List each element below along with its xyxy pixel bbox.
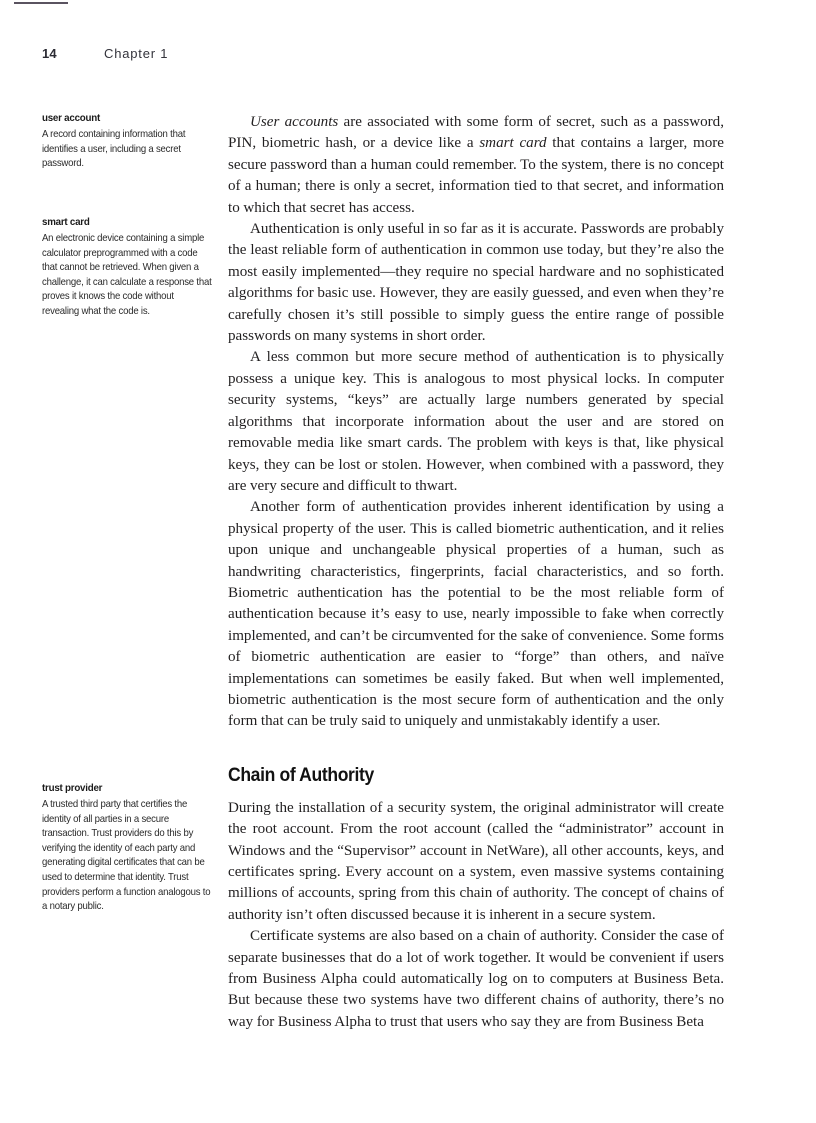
body-paragraph — [228, 112, 724, 219]
body-text: Certificate systems are also based on a chain of authority. Consider the case of separate businesses that do a lot of work together. It would be convenient if users from Business Alpha could automatically log on to computers at Business Beta. But because these two systems have two different chains of authority, there’s no way for Business Alpha to trust that users who say they are from Business Beta — [228, 928, 724, 1030]
body-text: During the installation of a security system, the original administrator will create the root account. From the root account (called the “administrator” account in Windows and the “Supervisor” account in NetWare), all other accounts, keys, and certificates spring. Every account on a system, even massive systems containing millions of accounts, spring from this chain of authority. The concept of chains of authority isn’t often discussed because it is inherent in a secure system. — [228, 799, 724, 923]
emphasis-text: smart card — [479, 135, 547, 152]
body-paragraph — [228, 347, 724, 497]
glossary-term: user account — [42, 112, 100, 124]
heading-space-after — [228, 787, 724, 798]
main-text-column — [228, 112, 724, 1033]
emphasis-text: User accounts — [250, 114, 339, 130]
glossary-definition: A trusted third party that certifies the identity of all parties in a secure transaction. Trust providers do this by verifying the identity of each party and generating digital certificates that can be used to determine that identity. Trust providers perform a function analogous to a notary public. — [42, 799, 211, 913]
body-text: Authentication is only useful in so far as it is accurate. Passwords are probably the least reliable form of authentication in common use today, but they’re also the most easily implemented—they require no special hardware and no sophisticated algorithms for basic use. However, they are easily guessed, and even when they’re carefully chosen it’s still possible to simply guess the entire range of possible passwords on many systems in short order. — [228, 221, 724, 345]
glossary-entry-trust-provider — [42, 782, 214, 915]
body-paragraph — [228, 798, 724, 926]
heading-space-before — [228, 733, 724, 763]
section-heading: Chain of Authority — [228, 763, 374, 786]
body-text: are associated with some form of secret, such as a password, PIN, biometric hash, or a device like a — [228, 114, 725, 152]
chapter-label: Chapter 1 — [104, 46, 169, 61]
body-text: A less common but more secure method of authentication is to physically possess a unique key. This is analogous to most physical locks. In computer security systems, “keys” are actually large numbers generated by special algorithms that incorporate information about the user and are stored on removable media like smart cards. The problem with keys is that, like physical keys, they can be lost or stolen. However, when combined with a password, they are very secure and difficult to thwart. — [228, 349, 724, 494]
body-text: that contains a larger, more secure password than a human could remember. To the system, there is no concept of a human; there is only a secret, information tied to that secret, and information to which that secret has access. — [228, 135, 725, 216]
running-head — [42, 46, 742, 68]
page-number: 14 — [42, 46, 57, 61]
glossary-entry-smart-card — [42, 216, 214, 320]
body-text: Another form of authentication provides inherent identification by using a physical property of the user. This is called biometric authentication, and it relies upon unique and unchangeable physical properties of a human, such as handwriting characteristics, fingerprints, facial characteristics, and so forth. Biometric authentication has the potential to be the most reliable form of authentication because it’s easy to use, nearly impossible to fake when correctly implemented, and can’t be circumvented for the sake of convenience. Some forms of biometric authentication are easier to “forge” than others, and naïve implementations can sometimes be easily faked. But when well implemented, biometric authentication is the most secure form of authentication and the only form that can be truly said to uniquely and unmistakably identify a user. — [228, 499, 724, 730]
glossary-definition: An electronic device containing a simple calculator preprogrammed with a code that cannot be retrieved. When given a challenge, it can calculate a response that proves it knows the code without revealing what the code is. — [42, 233, 212, 317]
glossary-term: smart card — [42, 216, 90, 228]
scan-edge-artifact — [14, 2, 68, 4]
glossary-definition: A record containing information that identifies a user, including a secret password. — [42, 129, 186, 170]
body-paragraph — [228, 219, 724, 347]
glossary-term: trust provider — [42, 782, 103, 794]
body-paragraph — [228, 926, 724, 1033]
body-paragraph — [228, 497, 724, 732]
glossary-entry-user-account — [42, 112, 214, 172]
page-content — [0, 112, 816, 1042]
